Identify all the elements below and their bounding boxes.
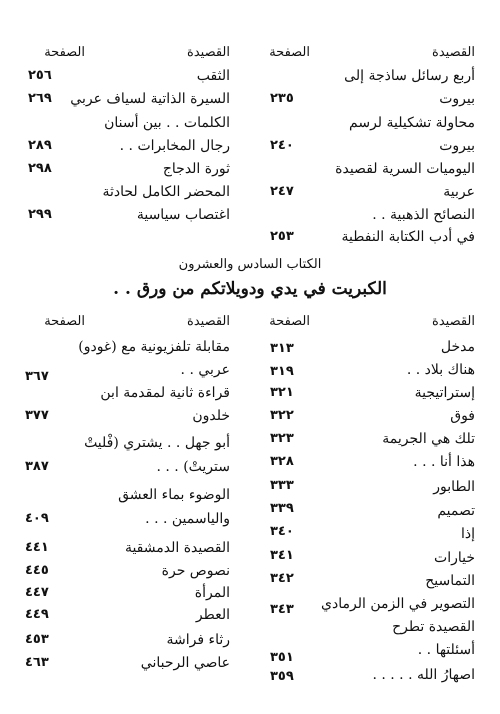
toc-title: والياسمين . . . [145,511,230,527]
header-page-right: الصفحة [269,314,310,329]
toc-title: السيرة الذاتية لسياف عربي [70,91,230,107]
toc-title: المحضر الكامل لحادثة [102,184,230,200]
toc-page-number: ٤٤٧ [25,585,49,600]
toc-title: هذا أنا . . . [413,454,475,470]
toc-page-number: ٤٥٣ [25,632,49,647]
toc-title: الطابور [433,479,475,495]
collection-heading: الكبريت في يدي ودويلاتكم من ورق . . [113,279,387,299]
toc-title: ثورة الدجاج [162,161,230,177]
toc-page-number: ٢٤٠ [270,138,294,153]
header-page-right: الصفحة [269,45,310,60]
toc-page-number: ٢٨٩ [28,138,52,153]
toc-page-number: ٢٥٦ [28,68,52,83]
header-poem-right: القصيدة [432,45,475,60]
toc-title: الثقب [196,68,230,84]
toc-page-number: ٣٥١ [270,650,294,665]
header-page-left: الصفحة [44,45,85,60]
toc-title: الوضوء بماء العشق [118,487,230,503]
toc-page-number: ٣٧٧ [25,408,49,423]
toc-page-number: ٣٢٨ [270,454,294,469]
toc-page-number: ٣٦٧ [25,369,49,384]
toc-page-number: ٤٤٥ [25,563,49,578]
toc-page-number: ٤٠٩ [25,511,49,526]
toc-page-number: ٣٤٢ [270,571,294,586]
toc-title: القصيدة تطرح [392,619,475,635]
toc-page-number: ٢٦٩ [28,91,52,106]
toc-page-number: ٣١٩ [270,364,294,379]
toc-page-number: ٢٤٧ [270,184,294,199]
toc-title: القصيدة الدمشقية [124,540,230,556]
toc-title: أبو جهل . . يشتري (فْليتْ [84,435,230,451]
toc-page-number: ٣٥٩ [270,669,294,684]
toc-title: قراءة ثانية لمقدمة ابن [100,385,230,401]
toc-title: في أدب الكتابة النفطية [341,229,475,245]
toc-title: تصميم [437,503,475,519]
toc-title: الكلمات . . بين أسنان [104,115,230,131]
toc-page-number: ٣٣٩ [270,501,294,516]
toc-page-number: ٤٦٣ [25,655,49,670]
toc-title: إذا [460,526,475,542]
toc-title: التصوير في الزمن الرمادي [321,596,475,612]
toc-title: مقابلة تلفزيونية مع (غودو) [78,339,230,355]
toc-page-number: ٢٩٨ [28,161,52,176]
toc-title: النصائح الذهبية . . [372,207,475,223]
toc-title: عربية [443,184,475,200]
toc-title: خلدون [192,408,230,424]
toc-title: رجال المخابرات . . [119,138,230,154]
toc-title: اصهارُ الله . . . . . [372,667,475,683]
toc-page-number: ٣٣٣ [270,478,294,493]
toc-title: اغتصاب سياسية [136,207,230,223]
toc-title: رثاء فراشة [166,632,230,648]
header-page-left: الصفحة [44,314,85,329]
toc-title: تلك هي الجريمة [382,431,475,447]
toc-page-number: ٢٥٣ [270,229,294,244]
toc-page-number: ٣٤٠ [270,524,294,539]
toc-title: محاولة تشكيلية لرسم [349,115,475,131]
toc-title: هناك بلاد . . [406,362,475,378]
toc-title: التماسيح [425,573,475,589]
toc-page-number: ٤٤١ [25,540,49,555]
toc-page-number: ٣٢٣ [270,431,294,446]
toc-title: نصوص حرة [161,563,230,579]
toc-title: بيروت [439,138,475,154]
toc-title: ستريتْ) . . . [156,459,230,475]
toc-page-number: ٢٩٩ [28,207,52,222]
toc-page-number: ٣٨٧ [25,459,49,474]
toc-title: خيارات [434,550,475,566]
toc-title: إستراتيجية [414,385,475,401]
toc-title: مدخل [440,339,475,355]
header-poem-right: القصيدة [432,314,475,329]
header-poem-left: القصيدة [187,45,230,60]
toc-page-number: ٤٤٩ [25,607,49,622]
toc-title: فوق [450,408,475,424]
toc-title: عاصي الرحباني [140,655,230,671]
toc-page-number: ٣١٣ [270,341,294,356]
toc-title: عربي . . [180,362,230,378]
header-poem-left: القصيدة [187,314,230,329]
toc-title: المرأة [194,585,230,601]
toc-page-number: ٣٤٣ [270,602,294,617]
book-subtitle: الكتاب السادس والعشرون [178,257,322,272]
toc-page-number: ٢٣٥ [270,91,294,106]
toc-page-number: ٣٢١ [270,385,294,400]
toc-title: بيروت [439,91,475,107]
toc-title: أسئلتها . . [417,642,475,658]
toc-title: العطر [195,607,230,623]
toc-title: اليوميات السرية لقصيدة [335,161,475,177]
toc-title: أربع رسائل ساذجة إلى [344,68,475,84]
toc-page-number: ٣٢٢ [270,408,294,423]
toc-page-number: ٣٤١ [270,548,294,563]
